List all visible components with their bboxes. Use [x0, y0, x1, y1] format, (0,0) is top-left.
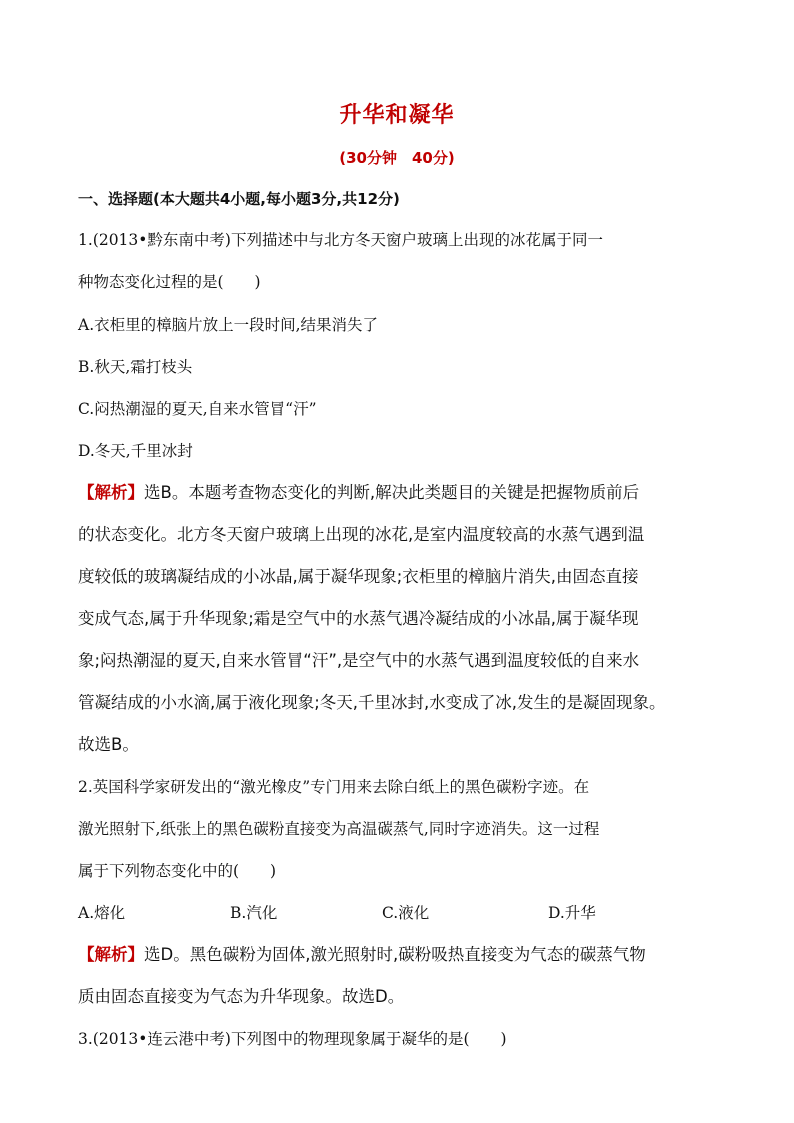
section-heading: 一、选择题(本大题共4小题,每小题3分,共12分) — [78, 190, 400, 208]
time-score-subtitle: (30分钟 40分) — [339, 149, 455, 167]
q1-option-c: C.闷热潮湿的夏天,自来水管冒“汗” — [78, 400, 317, 418]
q1-analysis-line-1 — [78, 483, 639, 503]
q3-stem-line-1: 3.(2013•连云港中考)下列图中的物理现象属于凝华的是( ) — [78, 1030, 507, 1048]
q1-analysis-line-6: 管凝结成的小水滴,属于液化现象;冬天,千里冰封,水变成了冰,发生的是凝固现象。 — [78, 693, 666, 712]
q1-analysis-label: 【解析】 — [78, 483, 144, 502]
q1-analysis-text: 选B。本题考查物态变化的判断,解决此类题目的关键是把握物质前后 — [144, 483, 640, 502]
q1-option-b: B.秋天,霜打枝头 — [78, 358, 193, 376]
q1-analysis-line-2: 的状态变化。北方冬天窗户玻璃上出现的冰花,是室内温度较高的水蒸气遇到温 — [78, 525, 645, 544]
q2-option-a: A.熔化 — [78, 904, 126, 922]
q1-option-d: D.冬天,千里冰封 — [78, 442, 193, 460]
q2-stem-line-3: 属于下列物态变化中的( ) — [78, 862, 277, 880]
q1-analysis-line-5: 象;闷热潮湿的夏天,自来水管冒“汗”,是空气中的水蒸气遇到温度较低的自来水 — [78, 651, 640, 670]
q1-analysis-line-7: 故选B。 — [78, 735, 139, 754]
q1-option-a: A.衣柜里的樟脑片放上一段时间,结果消失了 — [78, 316, 379, 334]
q2-analysis-line-1 — [78, 945, 646, 965]
q1-stem-line-1: 1.(2013•黔东南中考)下列描述中与北方冬天窗户玻璃上出现的冰花属于同一 — [78, 231, 603, 249]
q2-stem-line-2: 激光照射下,纸张上的黑色碳粉直接变为高温碳蒸气,同时字迹消失。这一过程 — [78, 820, 600, 838]
q1-analysis-line-4: 变成气态,属于升华现象;霜是空气中的水蒸气遇冷凝结成的小冰晶,属于凝华现 — [78, 609, 639, 628]
q2-analysis-text: 选D。黑色碳粉为固体,激光照射时,碳粉吸热直接变为气态的碳蒸气物 — [144, 945, 646, 964]
q2-option-b: B.汽化 — [230, 904, 278, 922]
q2-stem-line-1: 2.英国科学家研发出的“激光橡皮”专门用来去除白纸上的黑色碳粉字迹。在 — [78, 778, 590, 796]
q2-option-d: D.升华 — [548, 904, 596, 922]
q2-options-row — [78, 903, 596, 923]
page-title: 升华和凝华 — [339, 103, 455, 128]
q1-stem-line-2: 种物态变化过程的是( ) — [78, 273, 261, 291]
q2-option-c: C.液化 — [382, 904, 430, 922]
q2-analysis-line-2: 质由固态直接变为气态为升华现象。故选D。 — [78, 987, 405, 1006]
q1-analysis-line-3: 度较低的玻璃凝结成的小冰晶,属于凝华现象;衣柜里的樟脑片消失,由固态直接 — [78, 567, 639, 586]
q2-analysis-label: 【解析】 — [78, 945, 144, 964]
